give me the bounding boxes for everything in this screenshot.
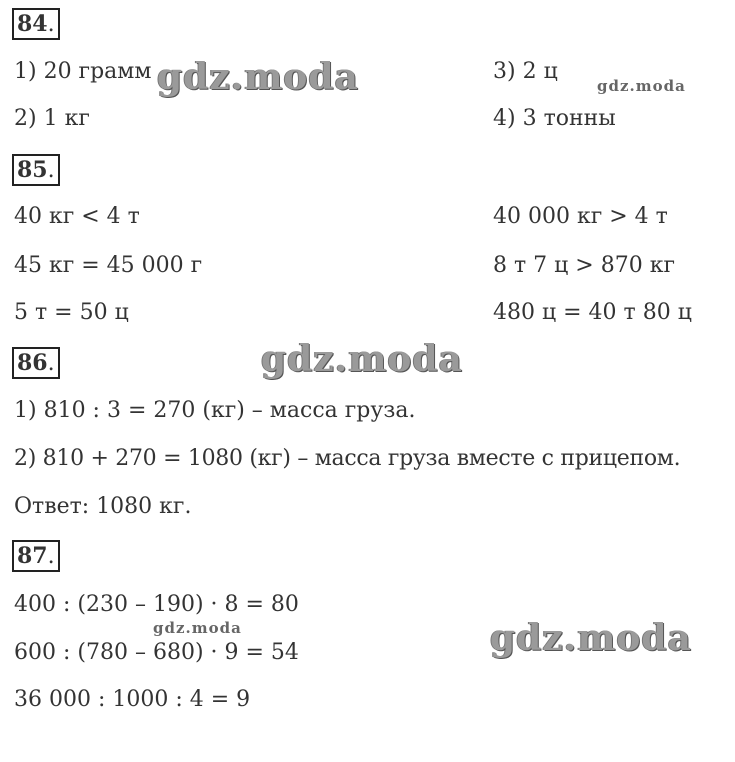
task-84-item-3: 3) 2 ц bbox=[493, 59, 558, 84]
task-84-item-1: 1) 20 грамм bbox=[14, 59, 152, 84]
task-85-item-3: 5 т = 50 ц bbox=[14, 300, 129, 325]
task-87-line-2: 600 : (780 – 680) · 9 = 54 bbox=[14, 640, 299, 665]
task-number-87-text: 87 bbox=[17, 543, 48, 569]
task-85-item-6: 480 ц = 40 т 80 ц bbox=[493, 300, 692, 325]
task-86-line-1: 1) 810 : 3 = 270 (кг) – масса груза. bbox=[14, 398, 416, 423]
task-84-item-2: 2) 1 кг bbox=[14, 106, 90, 131]
task-number-85: 85. bbox=[12, 154, 60, 186]
task-number-86: 86. bbox=[12, 347, 60, 379]
task-number-85-text: 85 bbox=[17, 157, 48, 183]
watermark-logo: gdz.moda bbox=[261, 338, 463, 380]
watermark-logo: gdz.moda bbox=[157, 56, 359, 98]
task-number-87: 87. bbox=[12, 540, 60, 572]
task-84-item-4: 4) 3 тонны bbox=[493, 106, 616, 131]
task-87-line-3: 36 000 : 1000 : 4 = 9 bbox=[14, 687, 251, 712]
task-87-line-1: 400 : (230 – 190) · 8 = 80 bbox=[14, 592, 299, 617]
task-number-84: 84. bbox=[12, 8, 60, 40]
task-number-86-text: 86 bbox=[17, 350, 48, 376]
watermark-logo: gdz.moda bbox=[153, 619, 242, 637]
watermark-logo: gdz.moda bbox=[490, 617, 692, 659]
task-86-answer: Ответ: 1080 кг. bbox=[14, 494, 192, 519]
task-86-line-2: 2) 810 + 270 = 1080 (кг) – масса груза вместе с прицепом. bbox=[14, 446, 681, 471]
watermark-logo: gdz.moda bbox=[597, 77, 686, 95]
task-85-item-2: 45 кг = 45 000 г bbox=[14, 253, 203, 278]
task-85-item-5: 8 т 7 ц > 870 кг bbox=[493, 253, 675, 278]
task-85-item-1: 40 кг < 4 т bbox=[14, 204, 140, 229]
task-85-item-4: 40 000 кг > 4 т bbox=[493, 204, 668, 229]
task-number-84-text: 84 bbox=[17, 11, 48, 37]
